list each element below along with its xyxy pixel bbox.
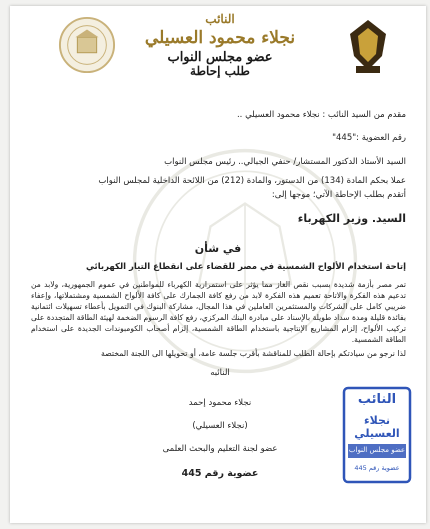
membership-number: رقم العضوية :"445" bbox=[332, 133, 406, 143]
signature-title: النائبه bbox=[210, 368, 230, 378]
egypt-emblem-right bbox=[340, 16, 396, 76]
header-membership: عضو مجلس النواب bbox=[167, 50, 273, 65]
subject-header: في شأن bbox=[194, 242, 242, 255]
header-name: نجلاء محمود العسيلي bbox=[144, 28, 296, 48]
recipient: السيد. وزير الكهرباء bbox=[297, 212, 406, 225]
submitted-by: مقدم من السيد النائب : نجلاء محمود العسيلي .. bbox=[236, 110, 406, 120]
signature-alias: (نجلاء العسيلي) bbox=[192, 421, 248, 431]
stamp-name: نجلاء العسيلي bbox=[354, 414, 400, 440]
subject: إتاحة استخدام الألواح الشمسية في مصر للقضاء على انقطاع التيار الكهربائي bbox=[85, 262, 406, 272]
parliament-seal-left bbox=[58, 16, 116, 74]
stamp-body: عضو مجلس النواب bbox=[348, 446, 406, 454]
signature-name: نجلاء محمود إحمد bbox=[188, 398, 252, 408]
document-page bbox=[10, 6, 426, 523]
addressee: السيد الأستاذ الدكتور المستشار/ حنفي الجبالي.. رئيس مجلس النواب bbox=[164, 157, 406, 167]
request-line: أتقدم بطلب الإحاطة الآتي؛ موجها إلى: bbox=[271, 190, 406, 200]
stamp-title: النائب bbox=[357, 392, 397, 407]
legal-basis: عملا بحكم المادة (134) من الدستور، والمادة (212) من اللائحة الداخلية لمجلس النواب bbox=[98, 176, 406, 186]
official-stamp bbox=[342, 386, 412, 484]
header-request-type: طلب إحاطة bbox=[190, 64, 250, 78]
body-paragraph: تمر مصر بأزمة شديدة بسبب نقص الغاز مما يؤثر على استمرارية الكهرباء للمواطنين في عموم الجمهورية، ولابد من تدعيم هذه الفكرة والاتاحة تعميم هذه الفكرة لابد من رفع كافة الجمارك على كافة الألواح الشمسية ومشتملاتها، وإعفاء ضريبي كامل على الشركات والمستثمرين العاملين في هذا المجال، مشاركة البنوك في التمويل بأعطاء تسهيلات ائتمانية بفائدة قليلة ومدة سداد طويلة بالإسناد على مبادرة البنك المركزي، رفع كافة الرسوم الضخمة لهيئة الطاقة المتجددة على تركيب الألواح، إلزام المشاريع الإنتاجية باستخدام الطاقة الشمسية، إلزام أصحاب الكومبوندات الجديدة على استخدام الطاقة الشمسية. bbox=[31, 280, 406, 344]
signature-committee: عضو لجنة التعليم والبحث العلمى bbox=[162, 444, 278, 454]
header-rank: النائب bbox=[205, 12, 235, 26]
closing-line: لذا نرجو من سيادتكم بإحالة الطلب للمناقشة بأقرب جلسة عامة، أو تحويلها الى اللجنة المختصة bbox=[100, 349, 406, 358]
stamp-number: عضوية رقم 445 bbox=[354, 464, 400, 472]
signature-membership: عضوية رقم 445 bbox=[181, 468, 259, 479]
